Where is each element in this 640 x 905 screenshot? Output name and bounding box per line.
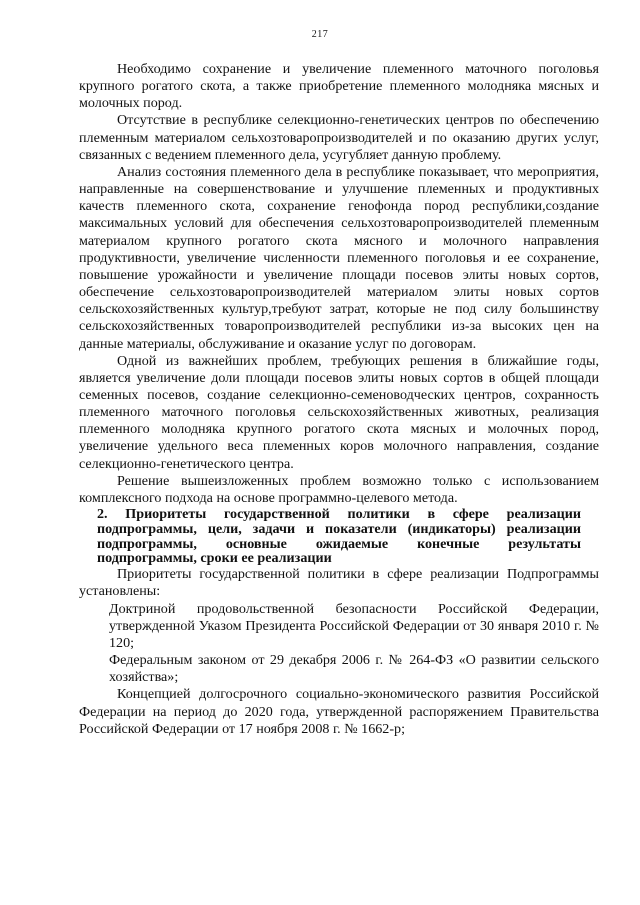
section-heading: 2. Приоритеты государственной политики в сфере реализации подпрограммы, цели, задачи и показатели (индикаторы) реализации подпрограммы, основные ожидаемые конечные результаты подпрограммы, сроки ее реализации	[97, 506, 581, 567]
paragraph-breeding-stock: Необходимо сохранение и увеличение племенного маточного поголовья крупного рогатого скота, а также приобретение племенного молодняка мясных и молочных пород.	[79, 61, 599, 112]
paragraph-solution: Решение вышеизложенных проблем возможно только с использованием комплексного подхода на основе программно-целевого метода.	[79, 472, 599, 506]
priority-item-concept: Концепцией долгосрочного социально-экономического развития Российской Федерации на период до 2020 года, утвержденной распоряжением Правительства Российской Федерации от 17 ноября 2008 г. № 1662-р;	[79, 686, 599, 737]
paragraph-key-problems: Одной из важнейших проблем, требующих решения в ближайшие годы, является увеличение доли площади посевов элиты новых сортов в общей площади семенных посевов, создание селекционно-семеноводческих центров, сохранность племенного маточного поголовья сельскохозяйственных животных, реализация племенного молодняка крупного рогатого скота мясных и молочных пород, увеличение удельного веса племенных коров молочного направления, создание селекционно-генетического центра.	[79, 352, 599, 472]
priorities-block	[79, 566, 599, 738]
page-number: 217	[311, 29, 329, 40]
paragraph-breeding-analysis: Анализ состояния племенного дела в республике показывает, что мероприятия, направленные на совершенствование и улучшение племенных и продуктивных качеств племенного скота, сохранение генофонда пород республики,создание максимальных условий для обеспечения сельхозтоваропроизводителей племенным материалом крупного рогатого скота мясного и молочного направления продуктивности, увеличение численности племенного поголовья и ее сохранение, повышение урожайности и увеличение площади посевов элиты новых сортов, обеспечение сельхозтоваропроизводителей материалом элиты новых сортов сельскохозяйственных культур,требуют затрат, которые не под силу большинству сельскохозяйственных товаропроизводителей республики из-за высоких цен на данные материалы, обслуживание и оказание услуг по договорам.	[79, 163, 599, 352]
priority-item-federal-law: Федеральным законом от 29 декабря 2006 г. № 264-ФЗ «О развитии сельского хозяйства»;	[109, 652, 599, 686]
priority-item-doctrine: Доктриной продовольственной безопасности Российской Федерации, утвержденной Указом Президента Российской Федерации от 30 января 2010 г. № 120;	[109, 600, 599, 651]
document-body	[79, 61, 599, 738]
paragraph-genetic-centers: Отсутствие в республике селекционно-генетических центров по обеспечению племенным материалом сельхозтоваропроизводителей и по оказанию других услуг, связанных с ведением племенного дела, усугубляет данную проблему.	[79, 112, 599, 163]
priorities-intro: Приоритеты государственной политики в сфере реализации Подпрограммы установлены:	[79, 566, 599, 600]
